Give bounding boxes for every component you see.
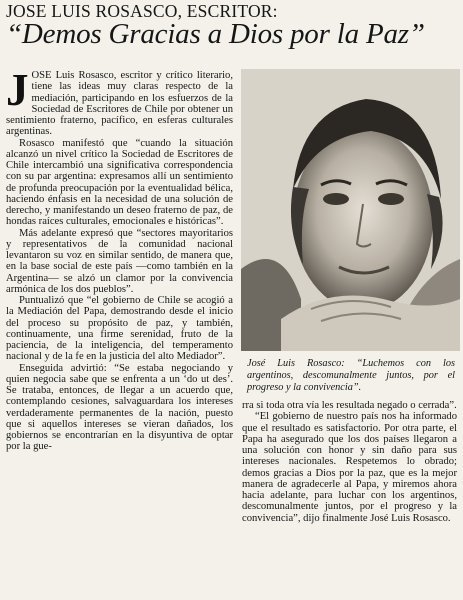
paragraph: Enseguida advirtió: “Se estaba negociando y quien negocia sabe que se enfrenta a un ‘do ut des’. Se trataba, entonces, de llegar a un acuerdo que, contemplando cesiones, salvaguardara los intereses verdaderamente permanentes de la nación, puesto que si aquellos intereses se vieran dañados, los gobiernos se encontrarían en la disyuntiva de optar por la gue- (6, 362, 233, 453)
portrait-illustration (241, 69, 460, 351)
paragraph: rra si toda otra vía les resultada negado o cerrada”. (242, 400, 457, 411)
photo-caption: José Luis Rosasco: “Luchemos con los argentinos, descomunalmente juntos, por el progreso y la convivencia”. (247, 358, 455, 393)
paragraph: Más adelante expresó que “sectores mayoritarios y representativos de la comunidad nacional levantaron su voz en similar sentido, de manera que, en la base social de este país —como también en la Argentina— se alzó un clamor por la convivencia armónica de los dos pueblos”. (6, 227, 233, 295)
headline: “Demos Gracias a Dios por la Paz” (6, 18, 425, 50)
paragraph (6, 65, 233, 138)
article-column-2 (242, 400, 457, 524)
portrait-photo (241, 69, 460, 351)
paragraph: Puntualizó que “el gobierno de Chile se acogió a la Mediación del Papa, demostrando desde el inicio del proceso su propósito de paz, y también, continuamente, una firme serenidad, fruto de la paciencia, de la inteligencia, del temperamento nacional y de la fe en la justicia del alto Mediador”. (6, 295, 233, 363)
paragraph-text: OSE Luis Rosasco, escritor y crítico literario, tiene las ideas muy claras respecto de la mediación, participando en los esfuerzos de la Sociedad de Escritores de Chile por obtener un sentimiento fraterno, pacífico, en esferas culturales argentinas. (6, 70, 233, 138)
paragraph: “El gobierno de nuestro país nos ha informado que el resultado es satisfactorio. Por otra parte, el Papa ha asegurado que los dos países llegaron a una solución con honor y sin daño para sus intereses nacionales. Respetemos lo obrado; demos gracias a Dios por la paz, que es la mejor manera de agradecerle al Papa, y miremos ahora hacia adelante, para luchar con los argentinos, descomunalmente juntos, por el progreso y la convivencia”, dijo finalmente José Luis Rosasco. (242, 411, 457, 524)
article-column-1 (6, 65, 233, 453)
paragraph: Rosasco manifestó que “cuando la situación alcanzó un nivel crítico la Sociedad de Escritores de Chile intercambió una significativa correspondencia con su par argentina: expresamos allí un sentimiento de profunda preocupación por la eventualidad bélica, haciendo énfasis en la necesidad de una solución de derecho, y manifestando un deseo fraterno de paz, de hondas raíces culturales, emocionales e históricas”. (6, 137, 233, 228)
drop-cap: J (6, 65, 29, 115)
kicker: JOSE LUIS ROSASCO, ESCRITOR: (6, 1, 278, 21)
